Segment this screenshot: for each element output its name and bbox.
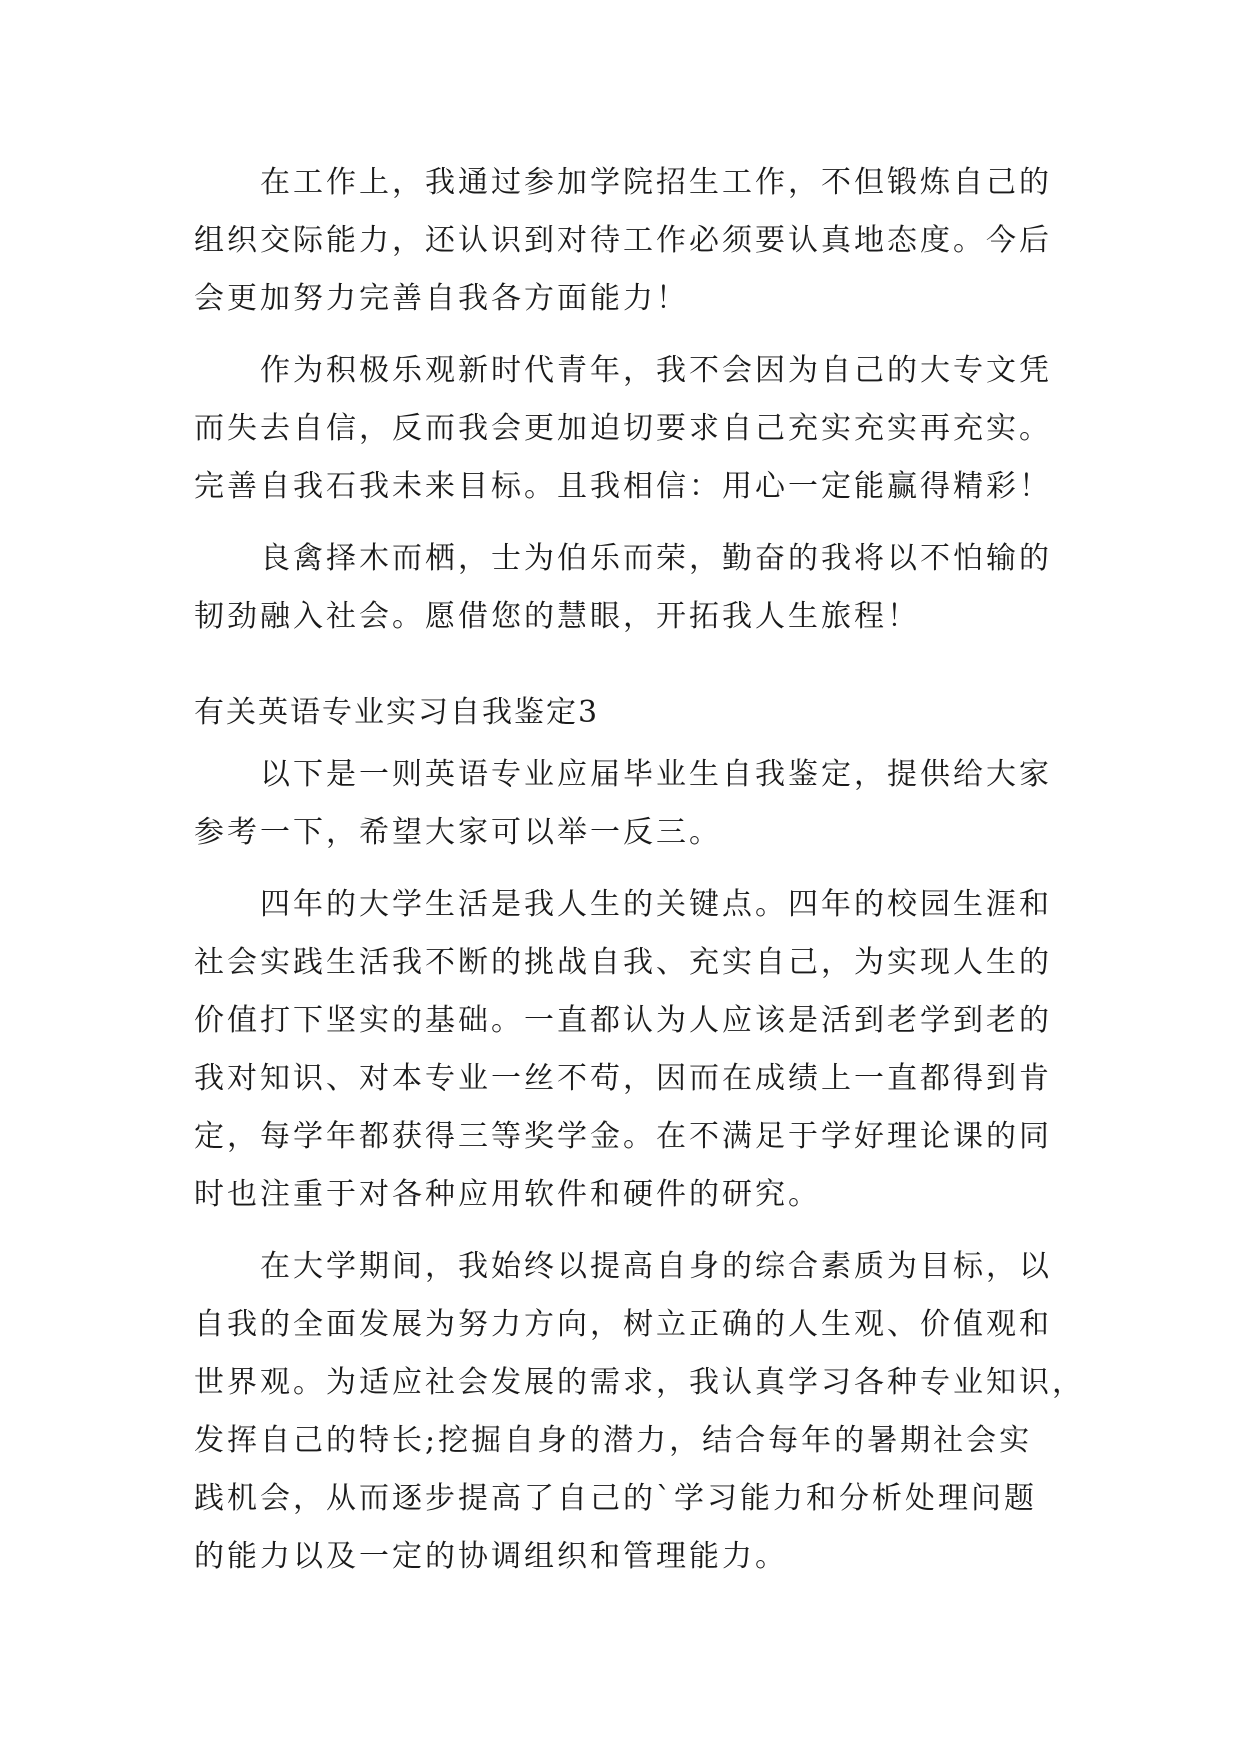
text-line: 发挥自己的特长;挖掘自身的潜力，结合每年的暑期社会实 [194, 1423, 1033, 1458]
text-line: 完善自我石我未来目标。且我相信：用心一定能赢得精彩！ [194, 469, 1052, 504]
text-line: 而失去自信，反而我会更加迫切要求自己充实充实再充实。 [194, 411, 1052, 446]
paragraph [194, 876, 1060, 1224]
text-line: 在工作上，我通过参加学院招生工作，不但锻炼自己的 [194, 165, 1052, 200]
text-line: 时也注重于对各种应用软件和硬件的研究。 [194, 1177, 821, 1212]
text-line: 价值打下坚实的基础。一直都认为人应该是活到老学到老的 [194, 1003, 1052, 1038]
section-one [194, 154, 1060, 646]
paragraph [194, 342, 1060, 516]
text-line: 良禽择木而栖，士为伯乐而荣，勤奋的我将以不怕输的 [194, 541, 1052, 576]
text-line: 自我的全面发展为努力方向，树立正确的人生观、价值观和 [194, 1307, 1052, 1342]
paragraph [194, 1238, 1085, 1586]
text-line: 定，每学年都获得三等奖学金。在不满足于学好理论课的同 [194, 1119, 1052, 1154]
text-line: 以下是一则英语专业应届毕业生自我鉴定，提供给大家 [194, 757, 1052, 792]
text-line: 世界观。为适应社会发展的需求，我认真学习各种专业知识， [194, 1365, 1085, 1400]
paragraph [194, 746, 1060, 862]
text-line: 社会实践生活我不断的挑战自我、充实自己，为实现人生的 [194, 945, 1052, 980]
text-line: 韧劲融入社会。愿借您的慧眼，开拓我人生旅程！ [194, 599, 920, 634]
section-two [194, 746, 1085, 1586]
text-line: 四年的大学生活是我人生的关键点。四年的校园生涯和 [194, 887, 1052, 922]
paragraph [194, 530, 1060, 646]
paragraph [194, 154, 1060, 328]
text-line: 在大学期间，我始终以提高自身的综合素质为目标，以 [194, 1249, 1052, 1284]
section-heading: 有关英语专业实习自我鉴定3 [194, 695, 600, 730]
text-line: 的能力以及一定的协调组织和管理能力。 [194, 1539, 788, 1574]
text-line: 参考一下，希望大家可以举一反三。 [194, 815, 722, 850]
text-line: 我对知识、对本专业一丝不苟，因而在成绩上一直都得到肯 [194, 1061, 1052, 1096]
text-line: 组织交际能力，还认识到对待工作必须要认真地态度。今后 [194, 223, 1052, 258]
text-line: 践机会，从而逐步提高了自己的`学习能力和分析处理问题 [194, 1481, 1037, 1516]
text-line: 会更加努力完善自我各方面能力！ [194, 281, 689, 316]
text-line: 作为积极乐观新时代青年，我不会因为自己的大专文凭 [194, 353, 1052, 388]
